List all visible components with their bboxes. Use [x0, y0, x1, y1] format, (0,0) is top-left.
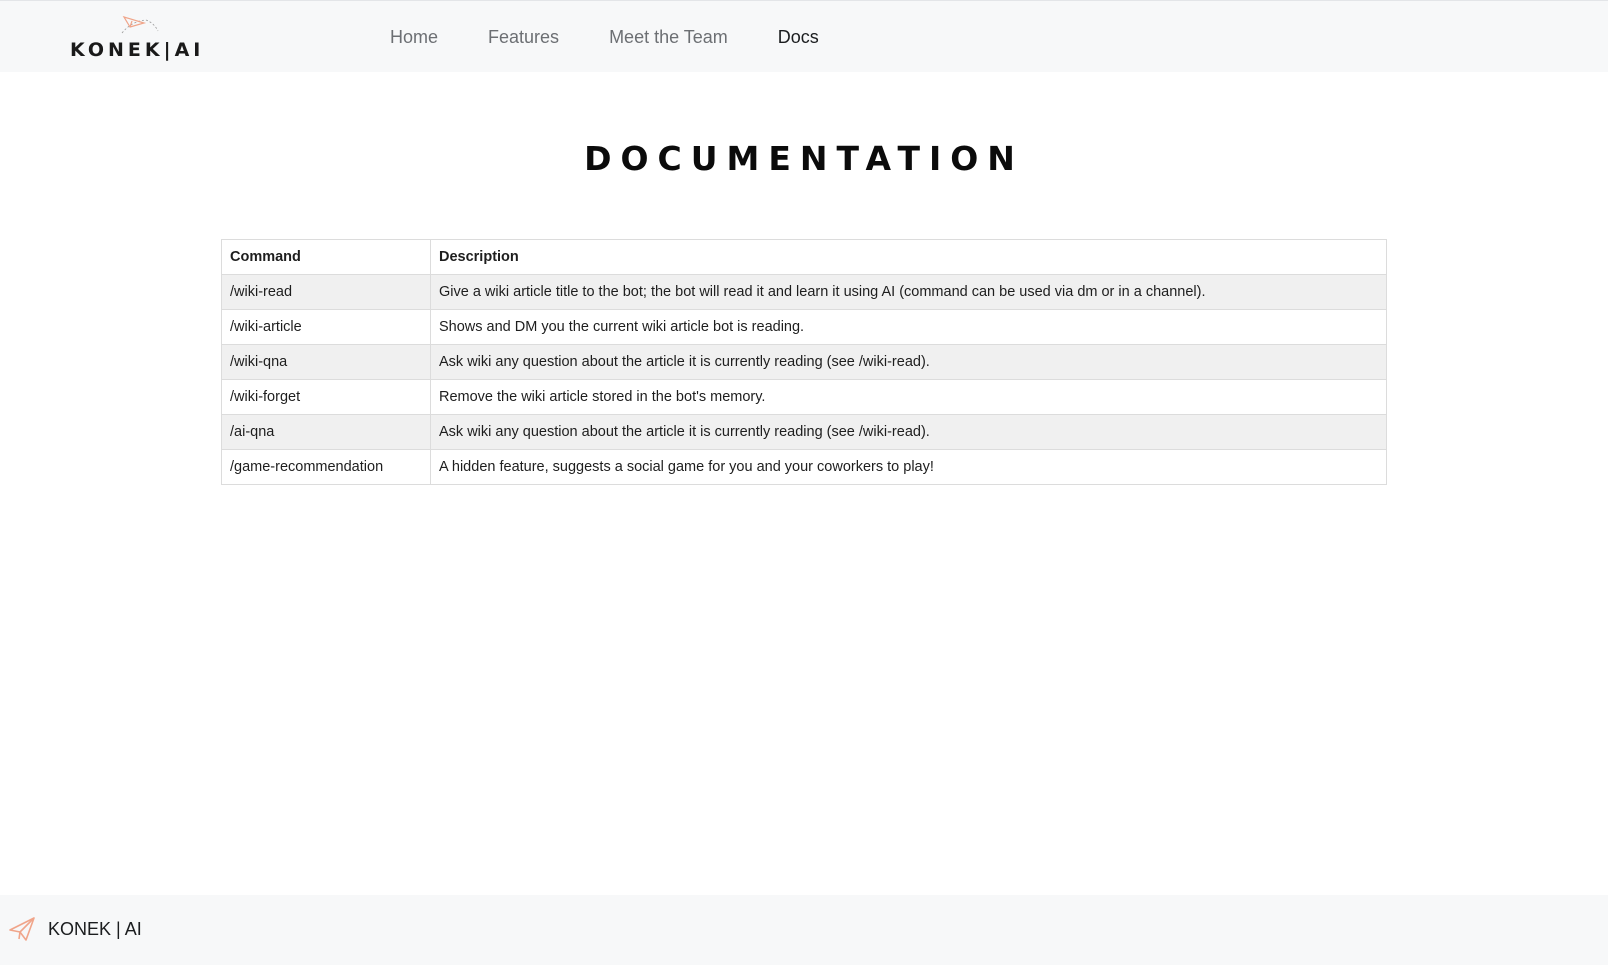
navbar	[0, 0, 1608, 72]
command-cell: /ai-qna	[222, 415, 431, 450]
description-cell: Ask wiki any question about the article it is currently reading (see /wiki-read).	[431, 345, 1387, 380]
description-cell: Remove the wiki article stored in the bot's memory.	[431, 380, 1387, 415]
command-cell: /wiki-forget	[222, 380, 431, 415]
description-cell: A hidden feature, suggests a social game for you and your coworkers to play!	[431, 450, 1387, 485]
paper-plane-logo-icon	[118, 11, 162, 35]
description-cell: Ask wiki any question about the article it is currently reading (see /wiki-read).	[431, 415, 1387, 450]
column-header-command: Command	[222, 240, 431, 275]
column-header-description: Description	[431, 240, 1387, 275]
paper-plane-icon	[8, 916, 36, 947]
table-row	[222, 415, 1387, 450]
table-header-row	[222, 240, 1387, 275]
brand-logo-link[interactable]	[68, 11, 205, 65]
command-cell: /game-recommendation	[222, 450, 431, 485]
nav-link-meet-the-team[interactable]: Meet the Team	[609, 27, 728, 47]
command-cell: /wiki-article	[222, 310, 431, 345]
description-cell: Give a wiki article title to the bot; the bot will read it and learn it using AI (command can be used via dm or in a channel).	[431, 275, 1387, 310]
commands-table	[221, 239, 1387, 485]
page-title: DOCUMENTATION	[584, 139, 1024, 178]
table-row	[222, 450, 1387, 485]
footer-brand-text: KONEK | AI	[48, 919, 142, 939]
footer	[0, 895, 1608, 965]
command-cell: /wiki-qna	[222, 345, 431, 380]
brand-logo-text: KONEK|AI	[70, 39, 205, 61]
table-row	[222, 275, 1387, 310]
table-row	[222, 380, 1387, 415]
nav-link-features[interactable]: Features	[488, 27, 560, 47]
nav-links	[390, 23, 869, 51]
table-row	[222, 345, 1387, 380]
table-row	[222, 310, 1387, 345]
command-cell: /wiki-read	[222, 275, 431, 310]
nav-link-home[interactable]: Home	[390, 27, 439, 47]
nav-link-docs[interactable]: Docs	[777, 27, 819, 47]
description-cell: Shows and DM you the current wiki article bot is reading.	[431, 310, 1387, 345]
